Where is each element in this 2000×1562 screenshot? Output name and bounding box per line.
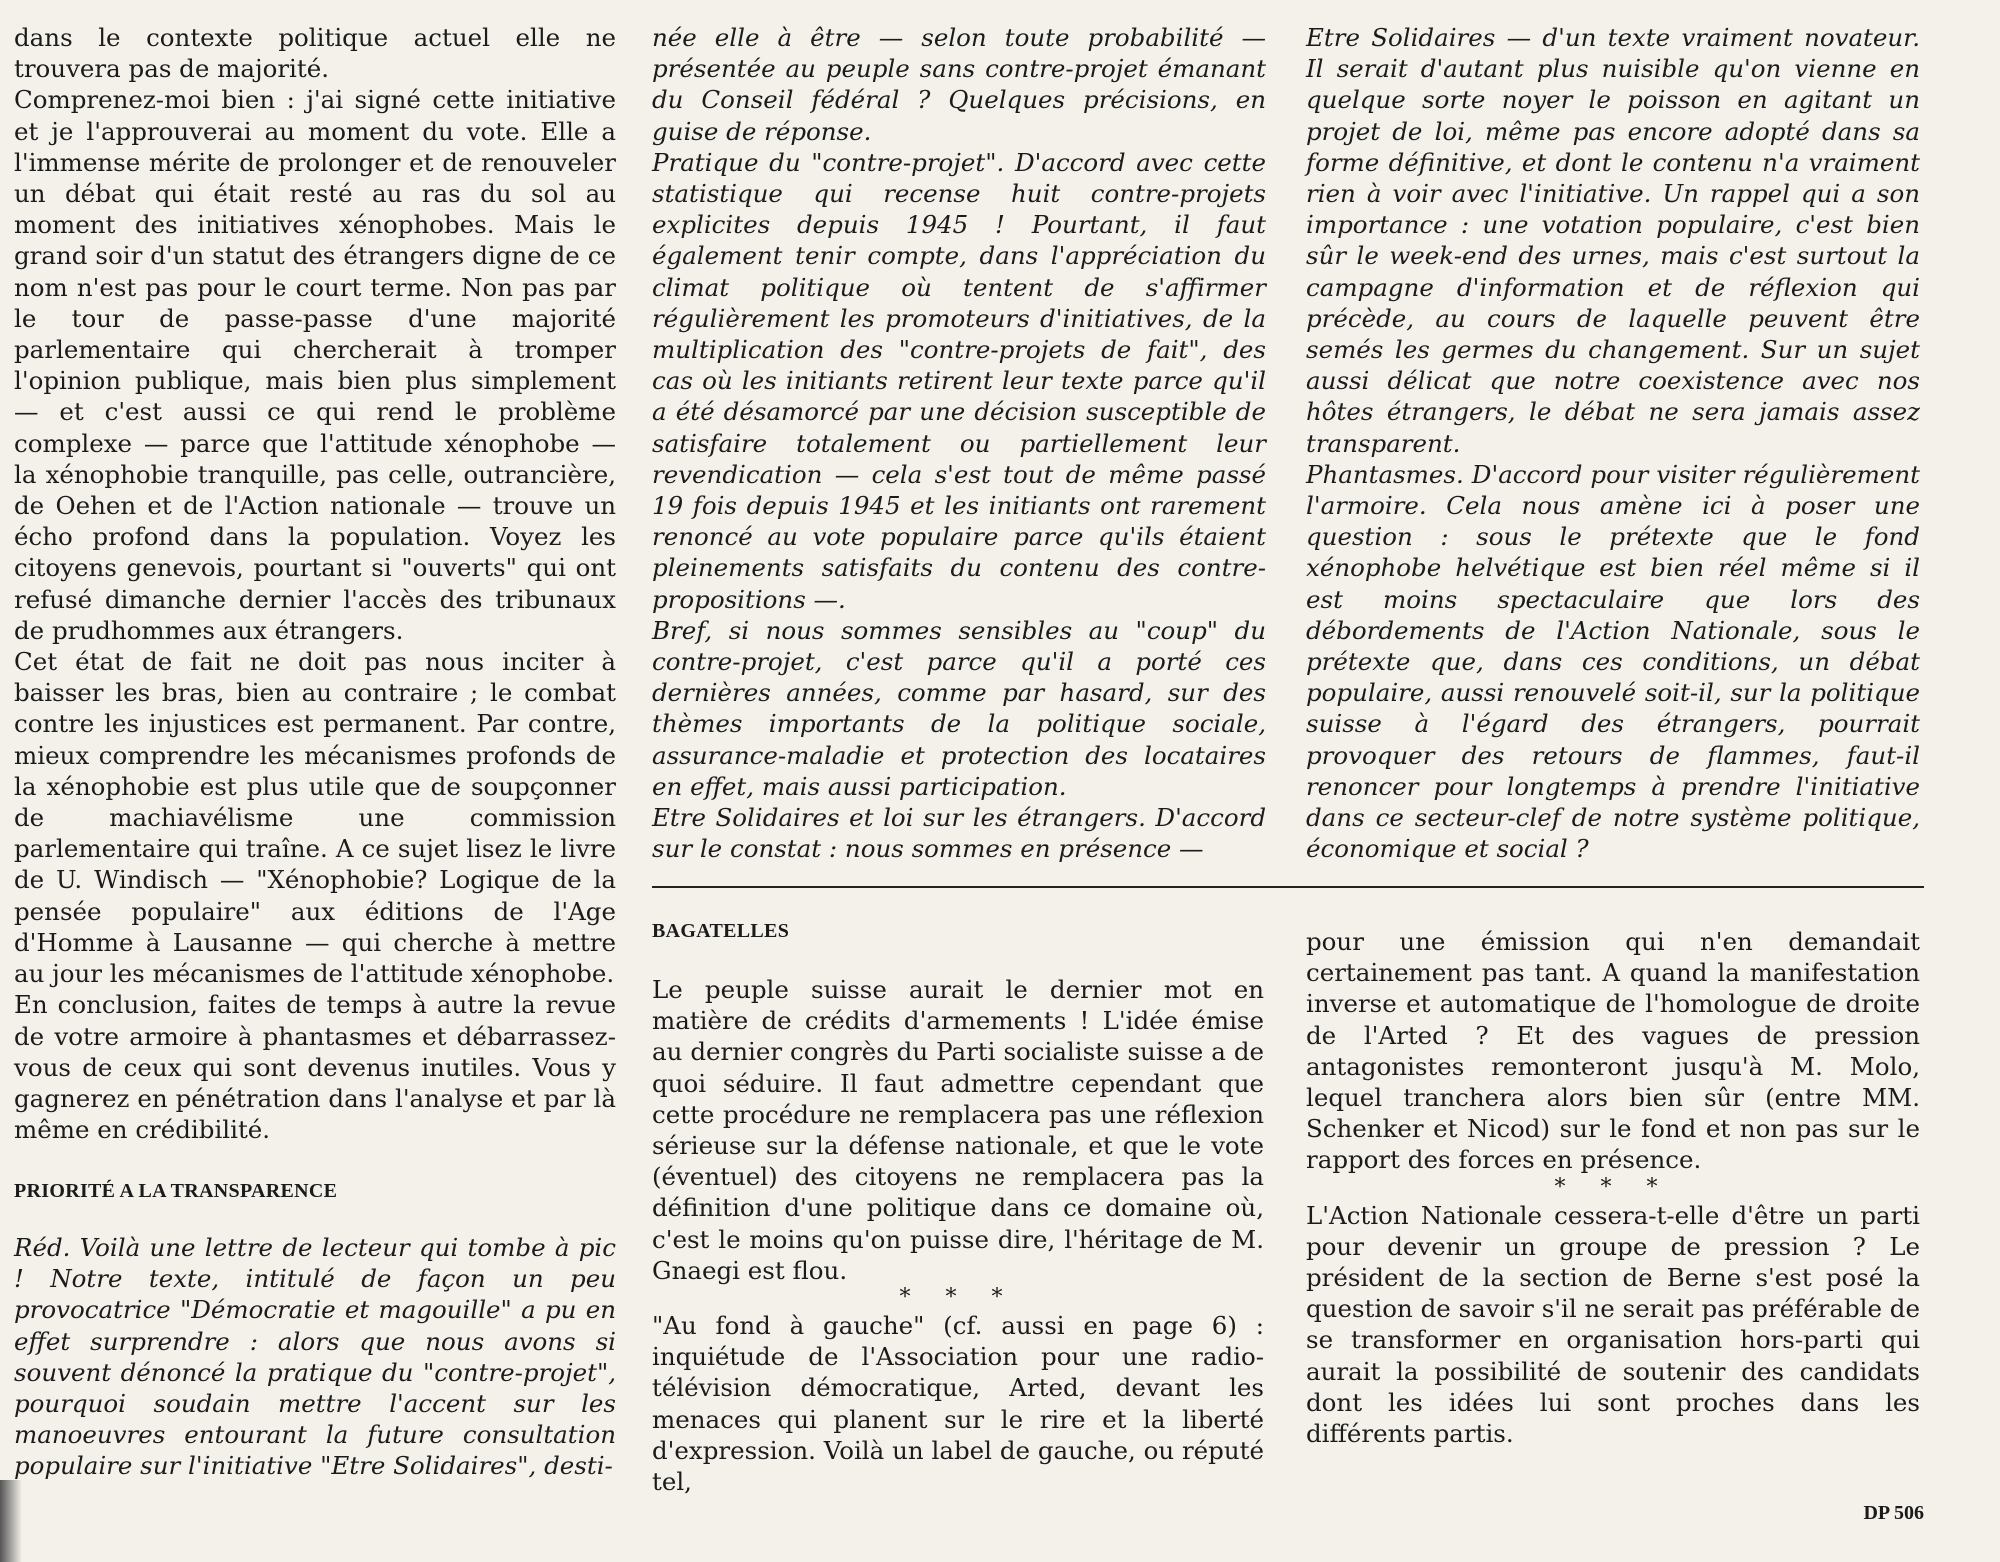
right-column [1306,22,1920,864]
middle-para-1: née elle à être — selon toute probabilité — présentée au peuple sans contre-projet émanant du Conseil fédéral ? Quelques précisions, en guise de réponse. [652,23,1266,146]
right-para-1: Etre Solidaires — d'un texte vraiment novateur. Il serait d'autant plus nuisible qu'on vienne en quelque sorte noyer le poisson en agitant un projet de loi, même pas encore adopté dans sa forme définitive, et dont le contenu n'a vraiment rien à voir avec l'initiative. Un rappel qui a son importance : une votation populaire, c'est bien sûr le week-end des urnes, mais c'est surtout la campagne d'information et de réflexion qui précède, au cours de laquelle peuvent être semés les germes du changement. Sur un sujet aussi délicat que notre coexistence avec nos hôtes étrangers, le débat ne sera jamais assez transparent. [1306,23,1920,458]
right-para-2: Phantasmes. D'accord pour visiter régulièrement l'armoire. Cela nous amène ici à poser une question : sous le prétexte que le fond xénophobe helvétique est bien réel même si il est moins spectaculaire que lors des débordements de l'Action Nationale, sous le prétexte que, dans ces conditions, un débat populaire, aussi renouvelé soit-il, sur la politique suisse à l'égard des étrangers, pourrait provoquer des retours de flammes, faut-il renoncer pour longtemps à prendre l'initiative dans ce secteur-clef de notre système politique, économique et social ? [1306,459,1920,864]
middle-para-4: Etre Solidaires et loi sur les étrangers. D'accord sur le constat : nous sommes en présence — [652,803,1266,864]
section-divider [652,886,1924,888]
reply-intro: Réd. Voilà une lettre de lecteur qui tombe à pic ! Notre texte, intitulé de façon un peu provocatrice "Démocratie et magouille" a pu en effet surprendre : alors que nous avons si souvent dénoncé la pratique du "contre-projet", pourquoi soudain mettre l'accent sur les manoeuvres entourant la future consultation populaire sur l'initiative "Etre Solidaires", desti- [14,1233,616,1481]
bagatelles-heading: BAGATELLES [652,920,790,942]
stars-separator-2: * * * [1554,1174,1672,1200]
bagatelles-item-2: "Au fond à gauche" (cf. aussi en page 6) : inquiétude de l'Association pour une radio-télévision démocratique, Arted, devant les menaces qui planent sur le rire et la liberté d'expression. Voilà un label de gauche, ou réputé tel, [652,1311,1264,1497]
left-column [14,22,616,1145]
bagatelles-item-3: L'Action Nationale cessera-t-elle d'être un parti pour devenir un groupe de pression ? Le président de la section de Berne s'est posé la question de savoir s'il ne serait pas préférable de se transformer en organisation hors-parti qui aurait la possibilité de soutenir des candidats dont les idées lui sont proches dans les différents partis. [1306,1200,1920,1449]
page-label: DP 506 [1863,1502,1924,1524]
bagatelles-item-1: Le peuple suisse aurait le dernier mot en matière de crédits d'armements ! L'idée émise au dernier congrès du Parti socialiste suisse a de quoi séduire. Il faut admettre cependant que cette procédure ne remplacera pas une réflexion sérieuse sur la défense nationale, et que le vote (éventuel) des citoyens ne remplacera pas la définition d'une politique dans ce domaine où, c'est le moins qu'on puisse dire, l'héritage de M. Gnaegi est flou. [652,975,1264,1285]
middle-para-2: Pratique du "contre-projet". D'accord avec cette statistique qui recense huit contre-projets explicites depuis 1945 ! Pourtant, il faut également tenir compte, dans l'appréciation du climat politique où tentent de s'affirmer régulièrement les promoteurs d'initiatives, de la multiplication des "contre-projets de fait", des cas où les initiants retirent leur texte parce qu'il a été désamorcé par une décision susceptible de satisfaire totalement ou partiellement leur revendication — cela s'est tout de même passé 19 fois depuis 1945 et les initiants ont rarement renoncé au vote populaire parce qu'ils étaient pleinements satisfaits du contenu des contre-propositions —. [652,147,1266,614]
bagatelles-middle-column [652,974,1264,1497]
reply-intro-column [14,1232,616,1482]
bagatelles-right-column [1306,926,1920,1449]
left-para-3: Cet état de fait ne doit pas nous inciter à baisser les bras, bien au contraire ; le combat contre les injustices est permanent. Par contre, mieux comprendre les mécanismes profonds de la xénophobie est plus utile que de soupçonner de machiavélisme une commission parlementaire qui traîne. A ce sujet lisez le livre de U. Windisch — "Xénophobie? Logique de la pensée populaire" aux éditions de l'Age d'Homme à Lausanne — qui cherche à mettre au jour les mécanismes de l'attitude xénophobe. [14,647,616,989]
middle-column [652,22,1266,864]
stars-separator: * * * [899,1285,1017,1311]
scan-edge-shadow [0,1480,22,1562]
left-para-1: dans le contexte politique actuel elle ne trouvera pas de majorité. [14,23,616,84]
bagatelles-item-2-continued: pour une émission qui n'en demandait certainement pas tant. A quand la manifestation inverse et automatique de l'homologue de droite de l'Arted ? Et des vagues de pression antagonistes remonteront jusqu'à M. Molo, lequel tranchera alors bien sûr (entre MM. Schenker et Nicod) sur le fond et non pas sur le rapport des forces en présence. [1306,927,1920,1175]
left-para-4: En conclusion, faites de temps à autre la revue de votre armoire à phantasmes et débarrassez-vous de ceux qui sont devenus inutiles. Vous y gagnerez en pénétration dans l'analyse et par là même en crédibilité. [14,990,616,1145]
left-para-2: Comprenez-moi bien : j'ai signé cette initiative et je l'approuverai au moment du vote. Elle a l'immense mérite de prolonger et de renouveler un débat qui était resté au ras du sol au moment des initiatives xénophobes. Mais le grand soir d'un statut des étrangers digne de ce nom n'est pas pour le court terme. Non pas par le tour de passe-passe d'une majorité parlementaire qui chercherait à tromper l'opinion publique, mais bien plus simplement — et c'est aussi ce qui rend le problème complexe — parce que l'attitude xénophobe — la xénophobie tranquille, pas celle, outrancière, de Oehen et de l'Action nationale — trouve un écho profond dans la population. Voyez les citoyens genevois, pourtant si "ouverts" qui ont refusé dimanche dernier l'accès des tribunaux de prudhommes aux étrangers. [14,85,616,645]
middle-para-3: Bref, si nous sommes sensibles au "coup" du contre-projet, c'est parce qu'il a porté ces dernières années, comme par hasard, sur des thèmes importants de la politique sociale, assurance-maladie et protection des locataires en effet, mais aussi participation. [652,615,1266,801]
priorite-heading: PRIORITÉ A LA TRANSPARENCE [14,1180,338,1202]
